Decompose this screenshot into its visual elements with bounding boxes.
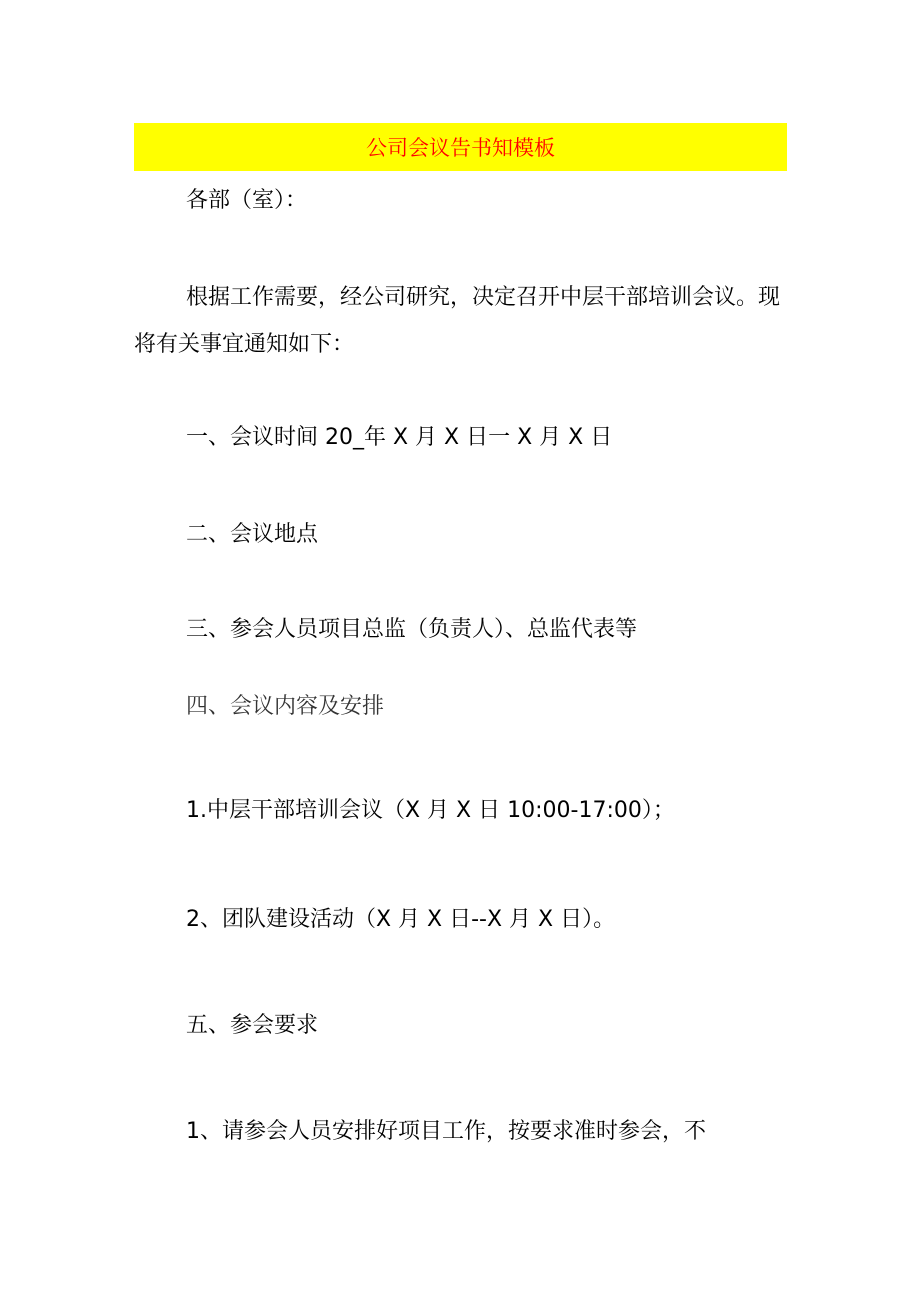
item-meeting-content: 四、会议内容及安排 [186, 694, 385, 719]
requirement-1: 1、请参会人员安排好项目工作，按要求准时参会，不 [186, 1119, 706, 1144]
item-meeting-time: 一、会议时间 20_年 X 月 X 日一 X 月 X 日 [186, 425, 613, 450]
item-attendees: 三、参会人员项目总监（负责人）、总监代表等 [186, 617, 638, 642]
document-title: 公司会议告书知模板 [366, 136, 555, 160]
title-banner [134, 123, 787, 171]
intro-paragraph-line-2: 将有关事宜通知如下： [134, 332, 355, 357]
item-attendance-requirements: 五、参会要求 [186, 1013, 319, 1038]
item-team-building: 2、团队建设活动（X 月 X 日--X 月 X 日）。 [186, 907, 616, 932]
salutation: 各部（室）： [186, 188, 308, 213]
item-meeting-location: 二、会议地点 [186, 522, 319, 547]
intro-paragraph-line-1: 根据工作需要，经公司研究，决定召开中层干部培训会议。现 [186, 285, 781, 310]
item-training-session: 1.中层干部培训会议（X 月 X 日 10:00-17:00）； [186, 798, 675, 823]
